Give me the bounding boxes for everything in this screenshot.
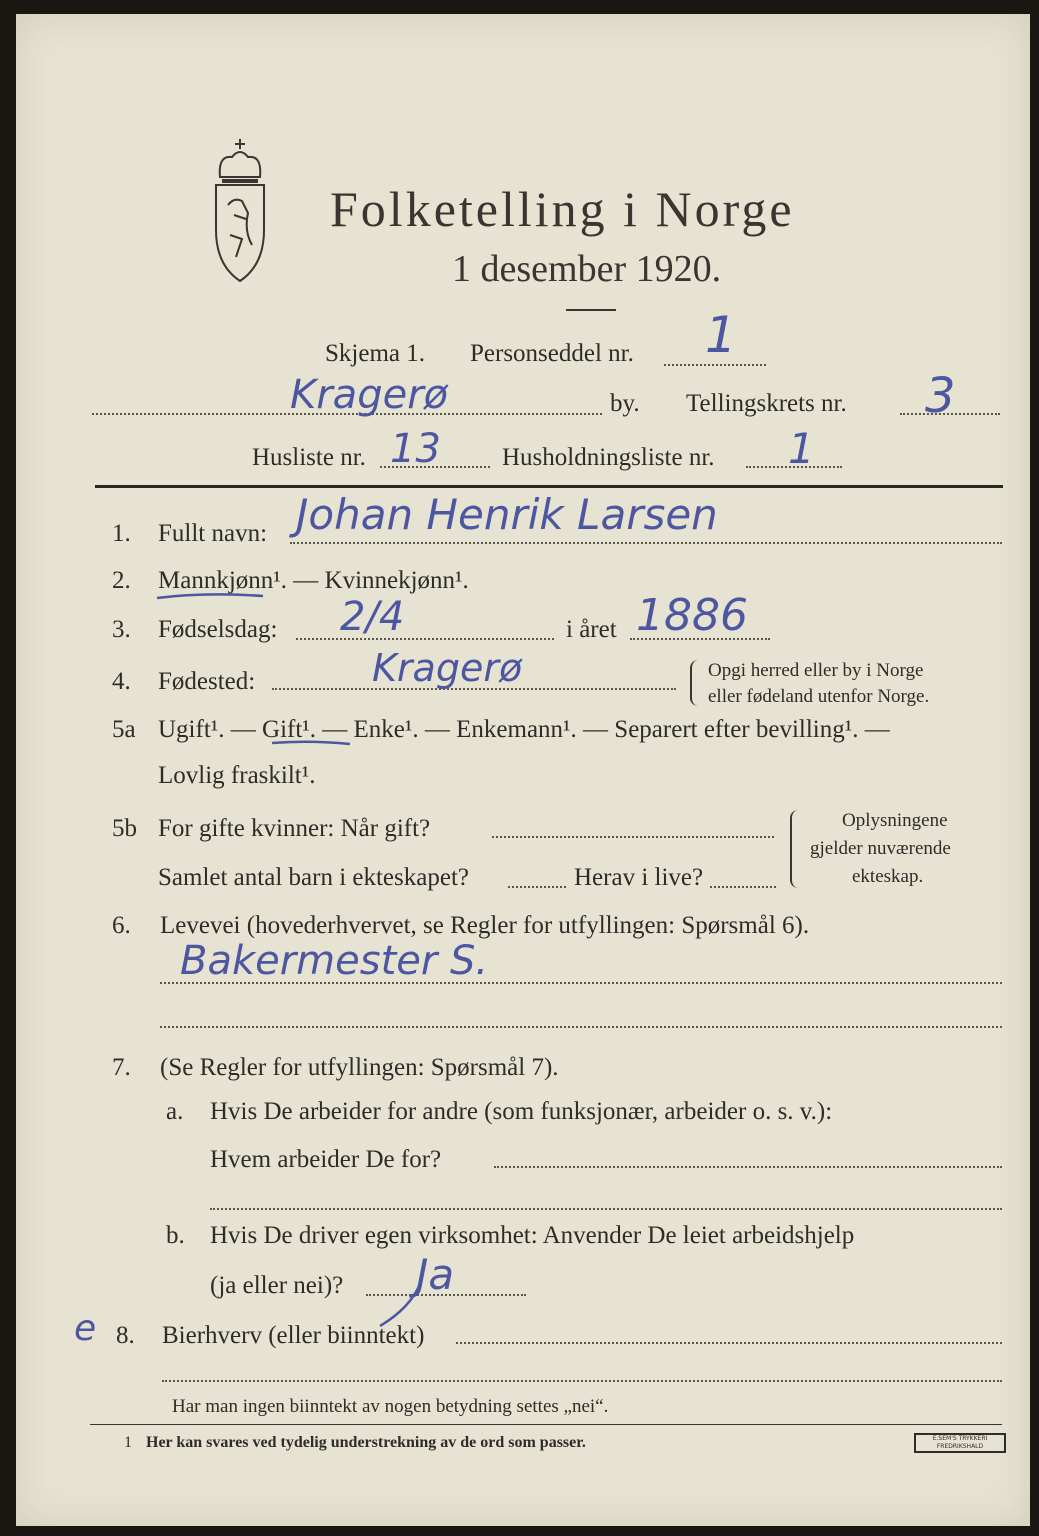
title-divider: [566, 309, 616, 311]
personseddel-label: Personseddel nr.: [470, 340, 634, 367]
q1-label: Fullt navn:: [158, 520, 268, 547]
q1-number: 1.: [112, 520, 131, 547]
q8-margin-mark: e: [74, 1308, 97, 1349]
q5b-line1: For gifte kvinner: Når gift?: [158, 815, 431, 842]
personseddel-field[interactable]: [664, 364, 766, 366]
husholdningsliste-value: 1: [788, 424, 815, 473]
employer-field-1[interactable]: [494, 1166, 1002, 1168]
bierhverv-field-1[interactable]: [456, 1342, 1002, 1344]
full-name-field[interactable]: [290, 542, 1002, 544]
footnote-text: Her kan svares ved tydelig understrekning av de ord som passer.: [146, 1434, 586, 1451]
herav-field[interactable]: [710, 886, 776, 888]
q3-label: Fødselsdag:: [158, 616, 278, 643]
printer-stamp: E.SEM'S TRYKKERI FREDRIKSHALD: [914, 1433, 1006, 1453]
year-label: i året: [566, 616, 617, 643]
q4-number: 4.: [112, 668, 131, 695]
birthplace-note-line1: Opgi herred eller by i Norge: [708, 660, 924, 681]
q8-number: 8.: [116, 1322, 135, 1349]
birthplace-note-line2: eller fødeland utenfor Norge.: [708, 686, 930, 707]
q3-number: 3.: [112, 616, 131, 643]
husholdningsliste-label: Husholdningsliste nr.: [502, 444, 715, 471]
form-title: Folketelling i Norge: [330, 181, 795, 237]
by-value: Kragerø: [290, 372, 449, 418]
antal-barn-field[interactable]: [508, 886, 566, 888]
q7b-line2: (ja eller nei)?: [210, 1272, 344, 1299]
q7-label: (Se Regler for utfyllingen: Spørsmål 7).: [160, 1054, 559, 1081]
herav-label: Herav i live?: [574, 864, 704, 891]
q5b-number: 5b: [112, 815, 137, 842]
skjema-label: Skjema 1.: [325, 340, 425, 367]
q7a-line1: Hvis De arbeider for andre (som funksjonær, arbeider o. s. v.):: [210, 1098, 833, 1125]
full-name-value: Johan Henrik Larsen: [296, 490, 718, 539]
nar-gift-field[interactable]: [492, 836, 774, 838]
birthplace-value: Kragerø: [372, 646, 523, 690]
levevei-value: Bakermester S.: [180, 938, 489, 984]
birthday-field[interactable]: [296, 638, 554, 640]
marriage-note-line2: gjelder nuværende: [810, 838, 951, 859]
personseddel-value: 1: [705, 306, 737, 364]
q7b-line1: Hvis De driver egen virksomhet: Anvender De leiet arbeidshjelp: [210, 1222, 855, 1249]
footer-divider: [90, 1424, 1002, 1425]
q6-label: Levevei (hovederhvervet, se Regler for utfyllingen: Spørsmål 6).: [160, 912, 810, 939]
marriage-note-brace: [790, 810, 800, 888]
gift-underline: [270, 738, 352, 748]
husliste-value: 13: [390, 426, 441, 472]
section-divider: [95, 485, 1003, 488]
form-date: 1 desember 1920.: [452, 248, 722, 290]
q5a-line1: Ugift¹. — Gift¹. — Enke¹. — Enkemann¹. — Separert efter bevilling¹. —: [158, 716, 890, 743]
tellingskrets-value: 3: [925, 368, 956, 424]
q5b-line2: Samlet antal barn i ekteskapet?: [158, 864, 469, 891]
arbeidshjelp-value: Ja: [416, 1250, 455, 1299]
birthplace-note-brace: [690, 660, 700, 706]
q6-number: 6.: [112, 912, 131, 939]
year-value: 1886: [636, 590, 748, 641]
footnote-mark: 1: [124, 1434, 132, 1451]
mannkjonn-underline: [155, 590, 265, 604]
q5a-number: 5a: [112, 716, 136, 743]
q2-number: 2.: [112, 567, 131, 594]
q7b-letter: b.: [166, 1222, 185, 1249]
footer-note: Har man ingen biinntekt av nogen betydning settes „nei“.: [172, 1396, 609, 1417]
bierhverv-field-2[interactable]: [162, 1380, 1002, 1382]
husliste-label: Husliste nr.: [252, 444, 366, 471]
employer-field-2[interactable]: [210, 1208, 1002, 1210]
tellingskrets-label: Tellingskrets nr.: [686, 390, 847, 417]
by-label: by.: [610, 390, 640, 417]
birthday-value: 2/4: [340, 594, 405, 640]
q2-label: Mannkjønn¹. — Kvinnekjønn¹.: [158, 567, 469, 594]
q8-label: Bierhverv (eller biinntekt): [162, 1322, 425, 1349]
q7-number: 7.: [112, 1054, 131, 1081]
q7a-letter: a.: [166, 1098, 184, 1125]
marriage-note-line1: Oplysningene: [842, 810, 948, 831]
q7a-line2: Hvem arbeider De for?: [210, 1146, 442, 1173]
marriage-note-line3: ekteskap.: [852, 866, 924, 887]
q5a-line2: Lovlig fraskilt¹.: [158, 762, 316, 789]
q4-label: Fødested:: [158, 668, 256, 695]
levevei-field-2[interactable]: [160, 1026, 1002, 1028]
coat-of-arms-icon: [198, 135, 282, 285]
